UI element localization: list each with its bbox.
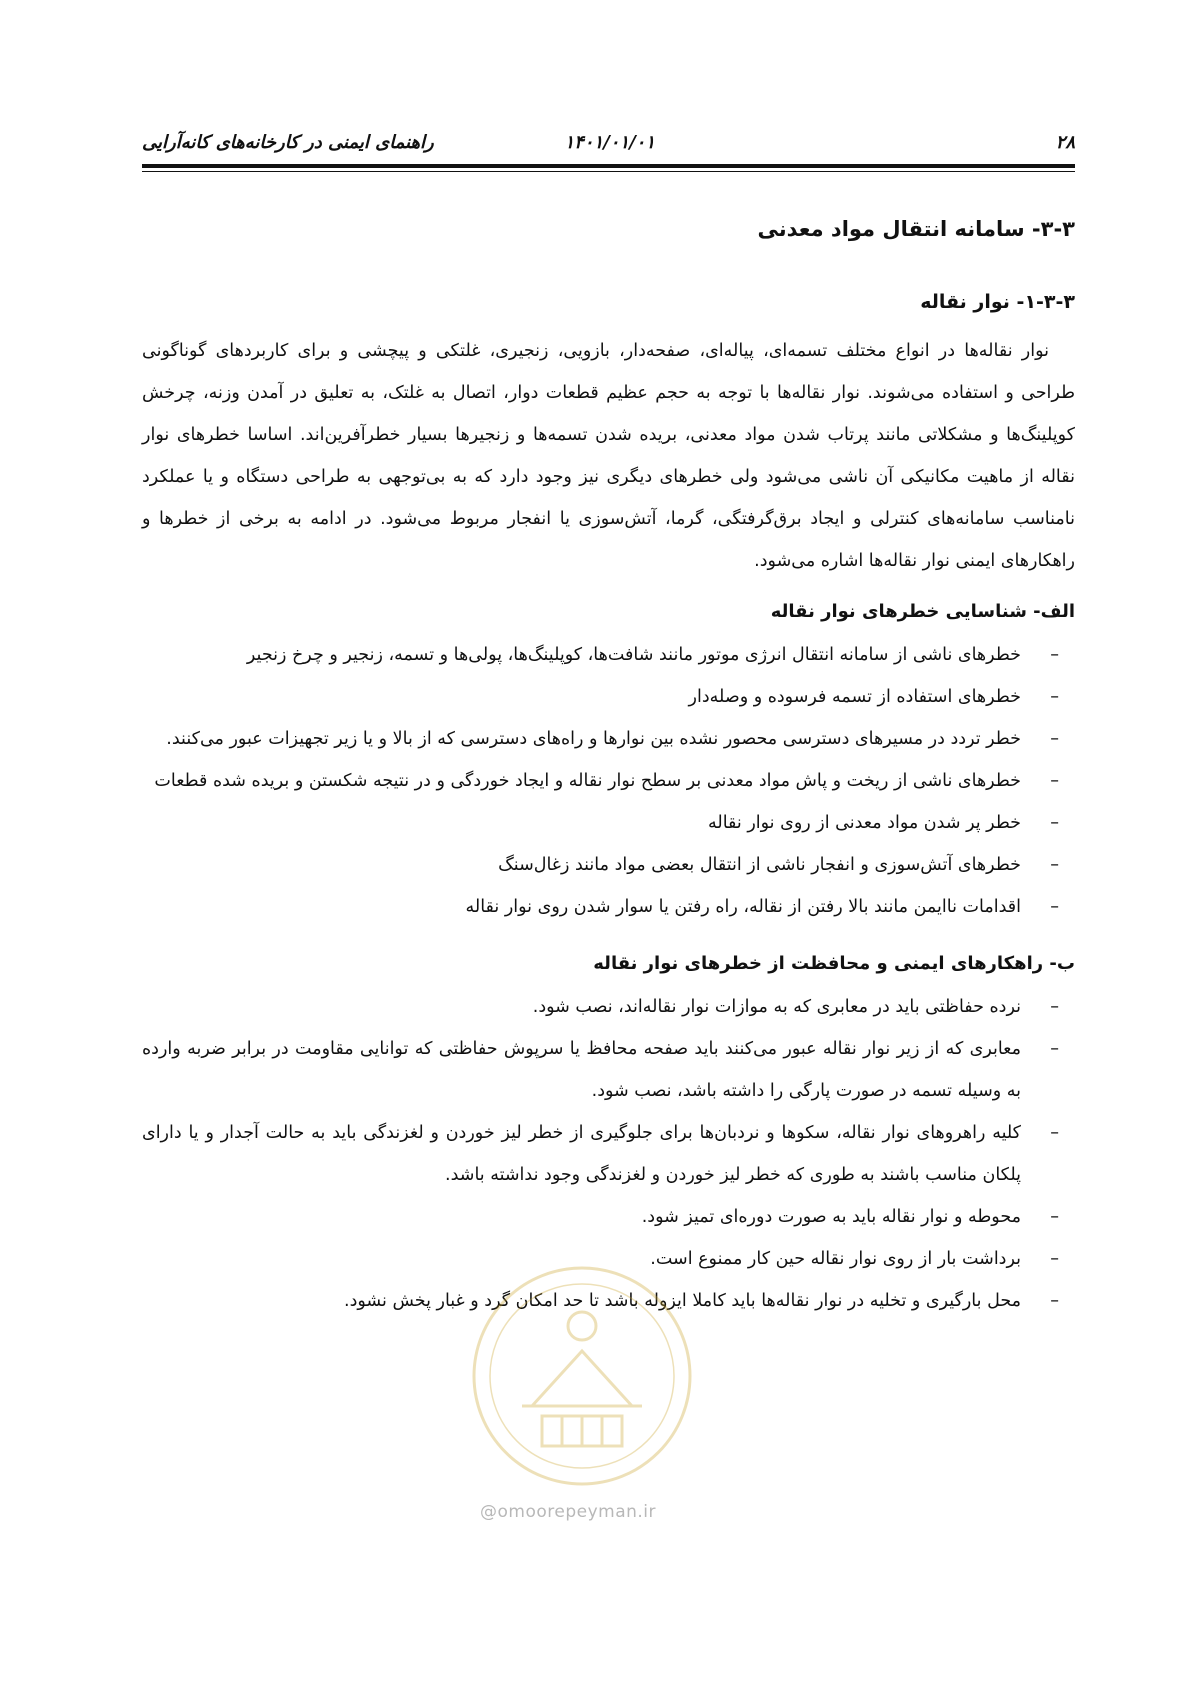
list-item (142, 760, 1075, 802)
list-item-text: خطرهای استفاده از تسمه فرسوده و وصله‌دار (688, 687, 1021, 707)
list-item-text: اقدامات ناایمن مانند بالا رفتن از نقاله، راه رفتن یا سوار شدن روی نوار نقاله (465, 897, 1021, 917)
main-content (142, 212, 1075, 1342)
intro-paragraph-text: نوار نقاله‌ها در انواع مختلف تسمه‌ای، پیاله‌ای، صفحه‌دار، بازویی، زنجیری، غلتکی و پیچشی و برای کاربردهای گوناگونی طراحی و استفاده می‌شوند. نوار نقاله‌ها با توجه به حجم عظیم قطعات دوار، اتصال به غلتک، به تعلیق در آمدن وزنه، چرخش کوپلینگ‌ها و مشکلاتی مانند پرتاب شدن مواد معدنی، بریده شدن تسمه‌ها و زنجیرها بسیار خطرآفرین‌اند. اساسا خطرهای نوار نقاله از ماهیت مکانیکی آن ناشی می‌شود ولی خطرهای دیگری نیز وجود دارد که به بی‌توجهی به طراحی دستگاه و یا عملکرد نامناسب سامانه‌های کنترلی و ایجاد برق‌گرفتگی، گرما، آتش‌سوزی یا انفجار مربوط می‌شود. در ادامه به برخی از خطرها و راهکارهای ایمنی نوار نقاله‌ها اشاره می‌شود. (142, 341, 1075, 571)
list-item-text: خطر پر شدن مواد معدنی از روی نوار نقاله (708, 813, 1021, 833)
dash-marker: – (1050, 1123, 1059, 1143)
list-item (142, 986, 1075, 1028)
header-rule-thick (142, 164, 1075, 168)
list-item (142, 1028, 1075, 1112)
header-title: راهنمای ایمنی در کارخانه‌های کانه‌آرایی (142, 132, 434, 153)
dash-marker: – (1050, 897, 1059, 917)
list-item-text: معابری که از زیر نوار نقاله عبور می‌کنند باید صفحه محافظ یا سرپوش حفاظتی که توانایی مقاومت در برابر ضربه وارده به وسیله تسمه در صورت پارگی را داشته باشد، نصب شود. (142, 1039, 1021, 1101)
list-item-text: محل بارگیری و تخلیه در نوار نقاله‌ها باید کاملا ایزوله باشد تا حد امکان گرد و غبار پخش نشود. (344, 1291, 1021, 1311)
list-item (142, 1196, 1075, 1238)
dash-marker: – (1050, 729, 1059, 749)
list-item (142, 634, 1075, 676)
list-item (142, 1280, 1075, 1322)
dash-marker: – (1050, 1207, 1059, 1227)
subsection-title: ۱-۳-۳- نوار نقاله (920, 291, 1075, 313)
dash-marker: – (1050, 1039, 1059, 1059)
list-item-text: محوطه و نوار نقاله باید به صورت دوره‌ای تمیز شود. (641, 1207, 1021, 1227)
intro-paragraph (142, 330, 1075, 582)
list-item (142, 844, 1075, 886)
dash-marker: – (1050, 1291, 1059, 1311)
list-item-text: برداشت بار از روی نوار نقاله حین کار ممنوع است. (650, 1249, 1021, 1269)
header-rule-thin (142, 171, 1075, 172)
dash-marker: – (1050, 997, 1059, 1017)
dash-marker: – (1050, 771, 1059, 791)
safety-list (142, 986, 1075, 1322)
dash-marker: – (1050, 813, 1059, 833)
dash-marker: – (1050, 855, 1059, 875)
running-header (142, 128, 1075, 162)
list-item (142, 1238, 1075, 1280)
watermark-site: @omoorepeyman.ir (480, 1502, 657, 1522)
list-item-text: خطر تردد در مسیرهای دسترسی محصور نشده بین نوارها و راه‌های دسترسی که از بالا و یا زیر تجهیزات عبور می‌کنند. (166, 729, 1021, 749)
list-item-text: خطرهای ناشی از ریخت و پاش مواد معدنی بر سطح نوار نقاله و ایجاد خوردگی و در نتیجه شکستن و بریده شده قطعات (154, 771, 1021, 791)
hazards-list (142, 634, 1075, 928)
list-item-text: کلیه راهروهای نوار نقاله، سکوها و نردبان‌ها برای جلوگیری از خطر لیز خوردن و لغزندگی باید به حالت آجدار و یا دارای پلکان مناسب باشند به طوری که خطر لیز خوردن و لغزندگی وجود نداشته باشد. (142, 1123, 1021, 1185)
list-item (142, 1112, 1075, 1196)
dash-marker: – (1050, 687, 1059, 707)
dash-marker: – (1050, 645, 1059, 665)
safety-title: ب- راهکارهای ایمنی و محافظت از خطرهای نوار نقاله (593, 953, 1075, 974)
list-item-text: خطرهای ناشی از سامانه انتقال انرژی موتور مانند شافت‌ها، کوپلینگ‌ها، پولی‌ها و تسمه، زنجیر و چرخ زنجیر (246, 645, 1021, 665)
list-item (142, 676, 1075, 718)
section-title: ۳-۳- سامانه انتقال مواد معدنی (757, 217, 1075, 241)
header-date: ۱۴۰۱/۰۱/۰۱ (564, 132, 655, 153)
hazards-title: الف- شناسایی خطرهای نوار نقاله (770, 601, 1075, 622)
list-item-text: خطرهای آتش‌سوزی و انفجار ناشی از انتقال بعضی مواد مانند زغال‌سنگ (498, 855, 1021, 875)
list-item-text: نرده حفاظتی باید در معابری که به موازات نوار نقاله‌اند، نصب شود. (532, 997, 1021, 1017)
dash-marker: – (1050, 1249, 1059, 1269)
list-item (142, 718, 1075, 760)
page-number: ۲۸ (1055, 132, 1075, 153)
list-item (142, 802, 1075, 844)
list-item (142, 886, 1075, 928)
